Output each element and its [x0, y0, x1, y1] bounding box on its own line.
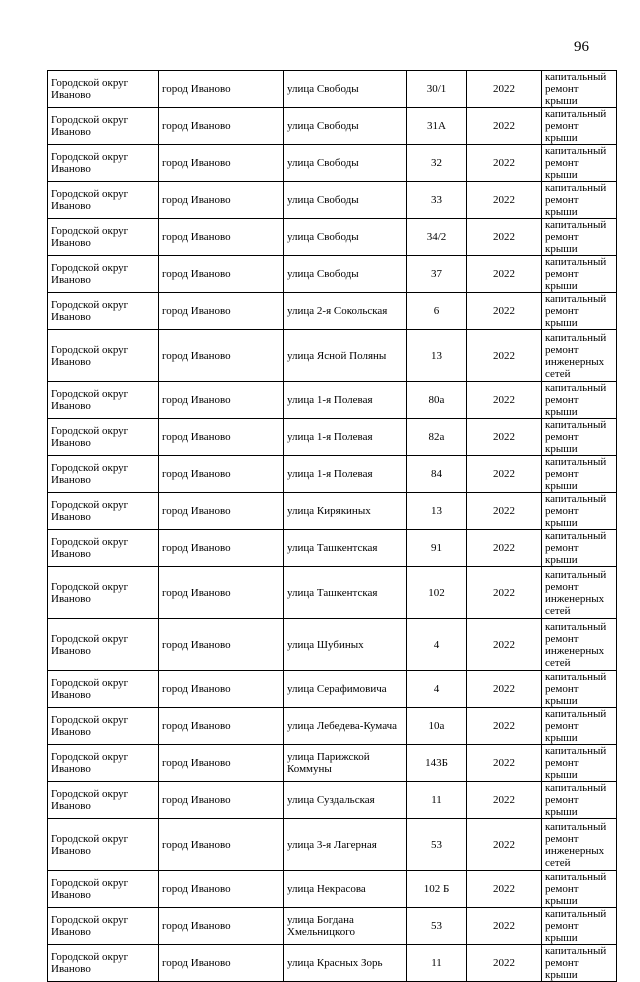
city-cell: город Иваново [159, 293, 284, 330]
street-cell: улица Ясной Поляны [284, 330, 407, 382]
house-cell: 84 [407, 456, 467, 493]
year-cell: 2022 [467, 219, 542, 256]
table-row [48, 745, 617, 782]
okrug-cell: Городской округ Иваново [48, 219, 159, 256]
table-row [48, 219, 617, 256]
work-type-cell: капитальный ремонт крыши [542, 382, 617, 419]
table-row [48, 908, 617, 945]
table-row [48, 945, 617, 982]
okrug-cell: Городской округ Иваново [48, 530, 159, 567]
street-cell: улица Свободы [284, 71, 407, 108]
year-cell: 2022 [467, 108, 542, 145]
street-cell: улица Суздальская [284, 782, 407, 819]
house-cell: 102 Б [407, 871, 467, 908]
city-cell: город Иваново [159, 419, 284, 456]
table-row [48, 456, 617, 493]
city-cell: город Иваново [159, 71, 284, 108]
house-cell: 31А [407, 108, 467, 145]
city-cell: город Иваново [159, 145, 284, 182]
work-type-cell: капитальный ремонт крыши [542, 908, 617, 945]
table-row [48, 708, 617, 745]
page-number: 96 [574, 39, 589, 55]
work-type-cell: капитальный ремонт инженерных сетей [542, 567, 617, 619]
work-type-cell: капитальный ремонт крыши [542, 945, 617, 982]
okrug-cell: Городской округ Иваново [48, 330, 159, 382]
year-cell: 2022 [467, 782, 542, 819]
city-cell: город Иваново [159, 530, 284, 567]
okrug-cell: Городской округ Иваново [48, 908, 159, 945]
year-cell: 2022 [467, 293, 542, 330]
year-cell: 2022 [467, 745, 542, 782]
house-cell: 13 [407, 493, 467, 530]
table-row [48, 871, 617, 908]
street-cell: улица 1-я Полевая [284, 382, 407, 419]
house-cell: 30/1 [407, 71, 467, 108]
street-cell: улица Свободы [284, 182, 407, 219]
okrug-cell: Городской округ Иваново [48, 108, 159, 145]
house-cell: 91 [407, 530, 467, 567]
table-row [48, 256, 617, 293]
house-cell: 37 [407, 256, 467, 293]
city-cell: город Иваново [159, 619, 284, 671]
table-row [48, 819, 617, 871]
year-cell: 2022 [467, 330, 542, 382]
okrug-cell: Городской округ Иваново [48, 819, 159, 871]
okrug-cell: Городской округ Иваново [48, 256, 159, 293]
house-cell: 143Б [407, 745, 467, 782]
year-cell: 2022 [467, 493, 542, 530]
street-cell: улица Некрасова [284, 871, 407, 908]
year-cell: 2022 [467, 256, 542, 293]
okrug-cell: Городской округ Иваново [48, 745, 159, 782]
work-type-cell: капитальный ремонт крыши [542, 108, 617, 145]
work-type-cell: капитальный ремонт крыши [542, 293, 617, 330]
city-cell: город Иваново [159, 182, 284, 219]
work-type-cell: капитальный ремонт крыши [542, 71, 617, 108]
okrug-cell: Городской округ Иваново [48, 419, 159, 456]
table-row [48, 567, 617, 619]
city-cell: город Иваново [159, 708, 284, 745]
street-cell: улица Ташкентская [284, 567, 407, 619]
house-cell: 102 [407, 567, 467, 619]
table-row [48, 182, 617, 219]
year-cell: 2022 [467, 419, 542, 456]
house-cell: 10а [407, 708, 467, 745]
okrug-cell: Городской округ Иваново [48, 671, 159, 708]
work-type-cell: капитальный ремонт крыши [542, 708, 617, 745]
house-cell: 80а [407, 382, 467, 419]
city-cell: город Иваново [159, 330, 284, 382]
work-type-cell: капитальный ремонт крыши [542, 745, 617, 782]
city-cell: город Иваново [159, 456, 284, 493]
okrug-cell: Городской округ Иваново [48, 782, 159, 819]
street-cell: улица Лебедева-Кумача [284, 708, 407, 745]
street-cell: улица 3-я Лагерная [284, 819, 407, 871]
year-cell: 2022 [467, 671, 542, 708]
table-row [48, 145, 617, 182]
okrug-cell: Городской округ Иваново [48, 293, 159, 330]
street-cell: улица Богдана Хмельницкого [284, 908, 407, 945]
table-row [48, 619, 617, 671]
work-type-cell: капитальный ремонт крыши [542, 871, 617, 908]
year-cell: 2022 [467, 945, 542, 982]
year-cell: 2022 [467, 819, 542, 871]
work-type-cell: капитальный ремонт крыши [542, 671, 617, 708]
year-cell: 2022 [467, 908, 542, 945]
street-cell: улица Свободы [284, 108, 407, 145]
house-cell: 4 [407, 671, 467, 708]
house-cell: 82а [407, 419, 467, 456]
work-type-cell: капитальный ремонт крыши [542, 419, 617, 456]
city-cell: город Иваново [159, 745, 284, 782]
city-cell: город Иваново [159, 671, 284, 708]
okrug-cell: Городской округ Иваново [48, 456, 159, 493]
street-cell: улица Кирякиных [284, 493, 407, 530]
table-row [48, 671, 617, 708]
okrug-cell: Городской округ Иваново [48, 619, 159, 671]
city-cell: город Иваново [159, 256, 284, 293]
year-cell: 2022 [467, 530, 542, 567]
year-cell: 2022 [467, 382, 542, 419]
house-cell: 11 [407, 945, 467, 982]
okrug-cell: Городской округ Иваново [48, 71, 159, 108]
house-cell: 53 [407, 908, 467, 945]
house-cell: 53 [407, 819, 467, 871]
okrug-cell: Городской округ Иваново [48, 493, 159, 530]
work-type-cell: капитальный ремонт инженерных сетей [542, 619, 617, 671]
work-type-cell: капитальный ремонт крыши [542, 219, 617, 256]
okrug-cell: Городской округ Иваново [48, 182, 159, 219]
city-cell: город Иваново [159, 908, 284, 945]
year-cell: 2022 [467, 182, 542, 219]
okrug-cell: Городской округ Иваново [48, 145, 159, 182]
street-cell: улица Свободы [284, 256, 407, 293]
city-cell: город Иваново [159, 219, 284, 256]
street-cell: улица Красных Зорь [284, 945, 407, 982]
okrug-cell: Городской округ Иваново [48, 708, 159, 745]
street-cell: улица Шубиных [284, 619, 407, 671]
street-cell: улица Свободы [284, 219, 407, 256]
work-type-cell: капитальный ремонт крыши [542, 145, 617, 182]
table-row [48, 330, 617, 382]
table-row [48, 419, 617, 456]
house-cell: 32 [407, 145, 467, 182]
city-cell: город Иваново [159, 108, 284, 145]
city-cell: город Иваново [159, 871, 284, 908]
work-type-cell: капитальный ремонт инженерных сетей [542, 819, 617, 871]
table-row [48, 782, 617, 819]
street-cell: улица 2-я Сокольская [284, 293, 407, 330]
table-row [48, 108, 617, 145]
year-cell: 2022 [467, 567, 542, 619]
year-cell: 2022 [467, 619, 542, 671]
table-row [48, 382, 617, 419]
street-cell: улица Серафимовича [284, 671, 407, 708]
okrug-cell: Городской округ Иваново [48, 871, 159, 908]
work-type-cell: капитальный ремонт крыши [542, 530, 617, 567]
city-cell: город Иваново [159, 782, 284, 819]
house-cell: 34/2 [407, 219, 467, 256]
work-type-cell: капитальный ремонт крыши [542, 782, 617, 819]
house-cell: 4 [407, 619, 467, 671]
repair-program-table [47, 70, 617, 982]
city-cell: город Иваново [159, 945, 284, 982]
year-cell: 2022 [467, 71, 542, 108]
work-type-cell: капитальный ремонт крыши [542, 182, 617, 219]
house-cell: 33 [407, 182, 467, 219]
house-cell: 13 [407, 330, 467, 382]
street-cell: улица 1-я Полевая [284, 419, 407, 456]
house-cell: 11 [407, 782, 467, 819]
street-cell: улица Парижской Коммуны [284, 745, 407, 782]
street-cell: улица Ташкентская [284, 530, 407, 567]
table-row [48, 293, 617, 330]
city-cell: город Иваново [159, 382, 284, 419]
work-type-cell: капитальный ремонт крыши [542, 256, 617, 293]
table-row [48, 530, 617, 567]
year-cell: 2022 [467, 871, 542, 908]
work-type-cell: капитальный ремонт крыши [542, 493, 617, 530]
house-cell: 6 [407, 293, 467, 330]
street-cell: улица 1-я Полевая [284, 456, 407, 493]
okrug-cell: Городской округ Иваново [48, 945, 159, 982]
city-cell: город Иваново [159, 567, 284, 619]
work-type-cell: капитальный ремонт инженерных сетей [542, 330, 617, 382]
year-cell: 2022 [467, 456, 542, 493]
city-cell: город Иваново [159, 493, 284, 530]
okrug-cell: Городской округ Иваново [48, 382, 159, 419]
work-type-cell: капитальный ремонт крыши [542, 456, 617, 493]
table-row [48, 71, 617, 108]
year-cell: 2022 [467, 708, 542, 745]
okrug-cell: Городской округ Иваново [48, 567, 159, 619]
year-cell: 2022 [467, 145, 542, 182]
street-cell: улица Свободы [284, 145, 407, 182]
city-cell: город Иваново [159, 819, 284, 871]
table-row [48, 493, 617, 530]
